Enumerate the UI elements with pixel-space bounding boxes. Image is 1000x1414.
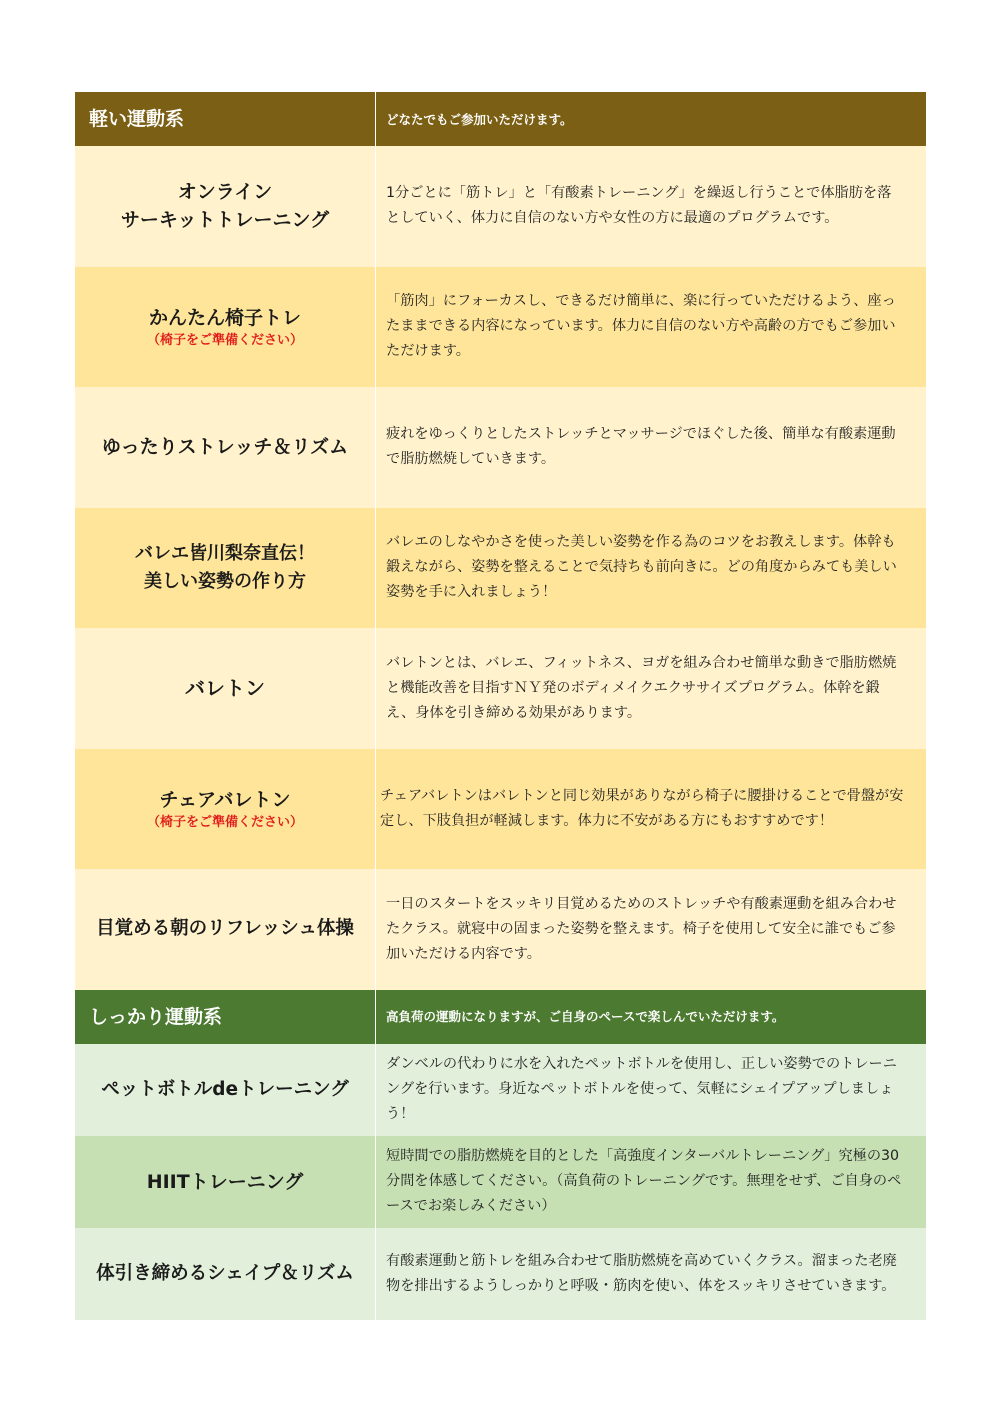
class-name-line: チェアバレトン — [159, 788, 291, 811]
class-name-line: 美しい姿勢の作り方 — [144, 570, 306, 592]
class-name-line: バレエ皆川梨奈直伝！ — [135, 542, 315, 564]
class-note: （椅子をご準備ください） — [146, 332, 303, 348]
class-name — [75, 267, 376, 388]
class-name — [75, 387, 376, 508]
class-name-line: HIITトレーニング — [146, 1170, 304, 1193]
table-row — [75, 146, 926, 267]
light-section-subtitle: どなたでもご参加いただけます。 — [386, 111, 573, 127]
class-name-line: ペットボトルdeトレーニング — [101, 1078, 349, 1100]
class-name — [75, 869, 376, 990]
table-row — [75, 1044, 926, 1136]
class-description: バレエのしなやかさを使った美しい姿勢を作る為のコツをお教えします。体幹も鍛えながら、姿勢を整えることで気持ちも前向きに。どの角度からみても美しい姿勢を手に入れましょう！ — [386, 534, 897, 601]
class-table — [75, 92, 926, 1320]
hard-section-header — [75, 990, 926, 1044]
table-row — [75, 869, 926, 990]
table-row — [75, 387, 926, 508]
class-description: 「筋肉」にフォーカスし、できるだけ簡単に、楽に行っていただけるよう、座ったままできる内容になっています。体力に自信のない方や高齢の方でもご参加いただけます。 — [386, 293, 896, 360]
class-name — [75, 146, 376, 267]
table-row — [75, 749, 926, 870]
light-section-title: 軽い運動系 — [75, 92, 376, 146]
class-note: （椅子をご準備ください） — [146, 814, 303, 830]
table-row — [75, 508, 926, 629]
class-description: チェアバレトンはバレトンと同じ効果がありながら椅子に腰掛けることで骨盤が安定し、下肢負担が軽減します。体力に不安がある方にもおすすめです！ — [380, 787, 904, 829]
class-name — [75, 628, 376, 749]
class-description: バレトンとは、バレエ、フィットネス、ヨガを組み合わせ簡単な動きで脂肪燃焼と機能改善を目指すＮＹ発のボディメイクエクササイズプログラム。体幹を鍛え、身体を引き締める効果があります。 — [386, 654, 897, 721]
class-name-line: ゆったりストレッチ＆リズム — [101, 436, 349, 459]
hard-section-subtitle: 高負荷の運動になりますが、ご自身のペースで楽しんでいただけます。 — [386, 1009, 785, 1024]
class-description: ダンベルの代わりに水を入れたペットボトルを使用し、正しい姿勢でのトレーニングを行います。身近なペットボトルを使って、気軽にシェイプアップしましょう！ — [386, 1056, 897, 1122]
class-description: 短時間での脂肪燃焼を目的とした「高強度インターバルトレーニング」究極の30分間を体感してください。（高負荷のトレーニングです。無理をせず、ご自身のペースでお楽しみください） — [386, 1148, 902, 1214]
class-name — [75, 1136, 376, 1228]
table-row — [75, 1136, 926, 1228]
class-description: 疲れをゆっくりとしたストレッチとマッサージでほぐした後、簡単な有酸素運動で脂肪燃焼していきます。 — [386, 426, 896, 468]
light-section-header — [75, 92, 926, 146]
class-name — [75, 508, 376, 629]
class-description: 有酸素運動と筋トレを組み合わせて脂肪燃焼を高めていくクラス。溜まった老廃物を排出するようしっかりと呼吸・筋肉を使い、体をスッキリさせていきます。 — [386, 1252, 897, 1294]
table-row — [75, 267, 926, 388]
table-row — [75, 1228, 926, 1320]
class-name-line: 体引き締めるシェイプ＆リズム — [96, 1262, 354, 1284]
class-name — [75, 1228, 376, 1320]
class-name — [75, 1044, 376, 1136]
class-name-line: 目覚める朝のリフレッシュ体操 — [96, 918, 354, 940]
table-row — [75, 628, 926, 749]
class-name-line: サーキットトレーニング — [120, 209, 330, 232]
class-description: 1分ごとに「筋トレ」と「有酸素トレーニング」を繰返し行うことで体脂肪を落としていく、体力に自信のない方や女性の方に最適のプログラムです。 — [386, 185, 892, 227]
class-name-line: オンライン — [177, 181, 273, 204]
class-name-line: バレトン — [185, 676, 265, 701]
class-name-line: かんたん椅子トレ — [148, 306, 301, 329]
class-description: 一日のスタートをスッキリ目覚めるためのストレッチや有酸素運動を組み合わせたクラス。就寝中の固まった姿勢を整えます。椅子を使用して安全に誰でもご参加いただける内容です。 — [386, 895, 897, 962]
class-name — [75, 749, 376, 870]
hard-section-title: しっかり運動系 — [75, 990, 376, 1044]
